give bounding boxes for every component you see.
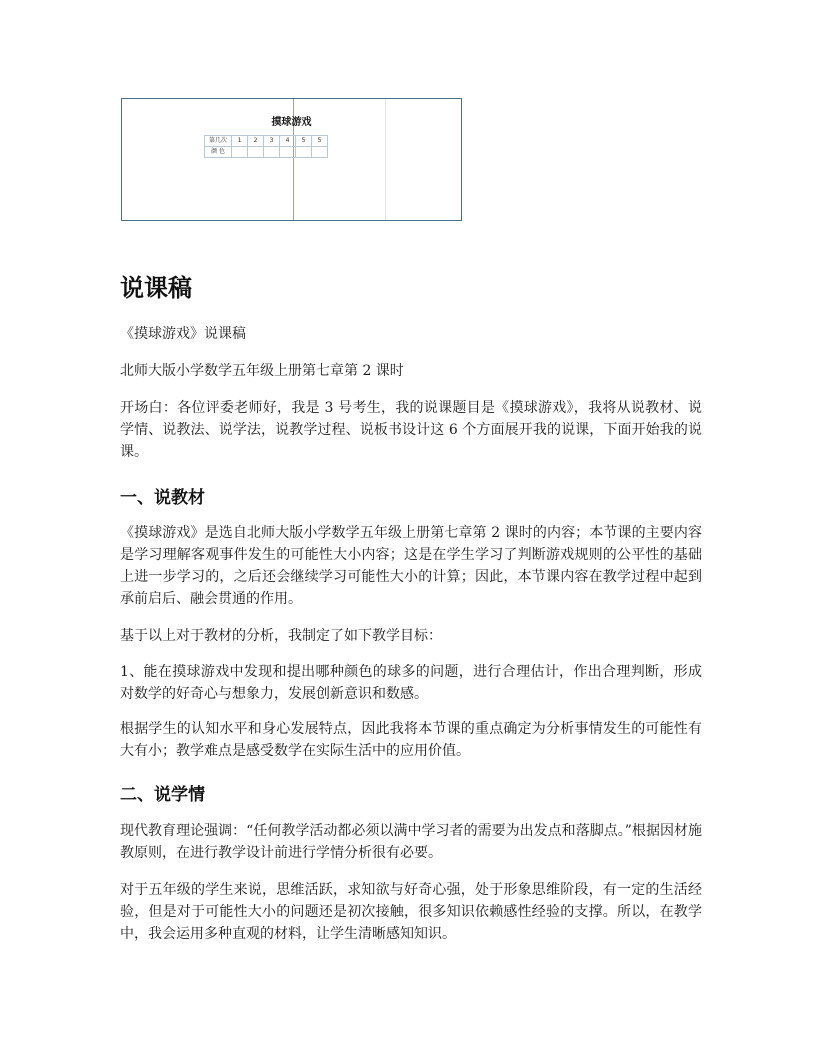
paragraph-goals-intro: 基于以上对于教材的分析，我制定了如下教学目标： xyxy=(120,628,442,644)
figure-table xyxy=(204,135,328,158)
lesson-figure xyxy=(121,98,462,221)
paragraph-opening: 开场白：各位评委老师好，我是 3 号考生，我的说课题目是《摸球游戏》，我将从说教材、说学情、说教法、说学法，说教学过程、说板书设计这 6 个方面展开我的说课，下面开始我的说课。 xyxy=(120,400,702,460)
paragraph-course-info: 北师大版小学数学五年级上册第七章第 2 课时 xyxy=(120,363,404,379)
figure-title: 摸球游戏 xyxy=(271,117,312,128)
table-cell: 3 xyxy=(264,136,280,147)
table-cell: 颜 色 xyxy=(205,147,232,158)
table-cell: 2 xyxy=(248,136,264,147)
table-cell xyxy=(248,147,264,158)
paragraph-students: 对于五年级的学生来说，思维活跃，求知欲与好奇心强，处于形象思维阶段，有一定的生活经验，但是对于可能性大小的问题还是初次接触，很多知识依赖感性经验的支撑。所以，在教学中，我会运用多种直观的材料，让学生清晰感知知识。 xyxy=(120,882,702,942)
paragraph-goal-1: 1、能在摸球游戏中发现和提出哪种颜色的球多的问题，进行合理估计，作出合理判断，形成对数学的好奇心与想象力，发展创新意识和数感。 xyxy=(120,664,702,702)
table-cell xyxy=(312,147,328,158)
table-cell: 5 xyxy=(312,136,328,147)
table-cell: 5 xyxy=(296,136,312,147)
table-cell xyxy=(232,147,248,158)
table-row xyxy=(205,136,328,147)
table-cell xyxy=(280,147,296,158)
table-row xyxy=(205,147,328,158)
section-heading-students: 二、说学情 xyxy=(120,785,205,805)
table-cell: 第几次 xyxy=(205,136,232,147)
table-cell: 1 xyxy=(232,136,248,147)
paragraph-theory: 现代教育理论强调：“任何教学活动都必须以满中学习者的需要为出发点和落脚点。”根据因材施教原则，在进行教学设计前进行学情分析很有必要。 xyxy=(120,823,702,861)
table-cell: 4 xyxy=(280,136,296,147)
page-title: 说课稿 xyxy=(120,274,192,302)
paragraph-textbook: 《摸球游戏》是选自北师大版小学数学五年级上册第七章第 2 课时的内容；本节课的主要内容是学习理解客观事件发生的可能性大小内容；这是在学生学习了判断游戏规则的公平性的基础上进一步学习的，之后还会继续学习可能性大小的计算；因此，本节课内容在教学过程中起到承前启后、融会贯通的作用。 xyxy=(120,525,702,607)
table-cell xyxy=(296,147,312,158)
table-cell xyxy=(264,147,280,158)
paragraph-subtitle: 《摸球游戏》说课稿 xyxy=(120,326,246,342)
paragraph-key-points: 根据学生的认知水平和身心发展特点，因此我将本节课的重点确定为分析事情发生的可能性有大有小；教学难点是感受数学在实际生活中的应用价值。 xyxy=(120,721,702,759)
section-heading-textbook: 一、说教材 xyxy=(120,488,205,508)
